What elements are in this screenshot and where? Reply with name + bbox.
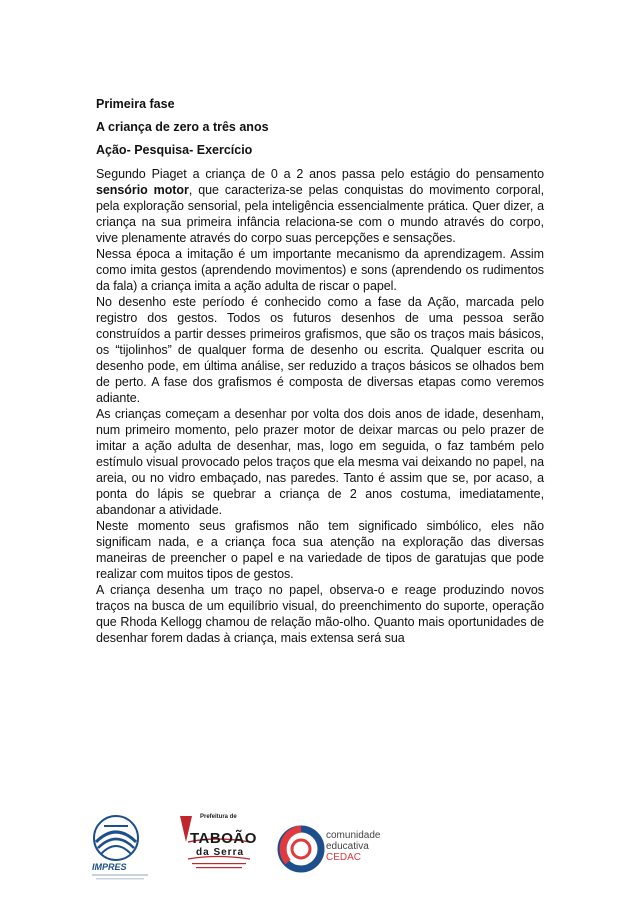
cedac-line-2: educativa	[326, 841, 369, 852]
paragraph-no-symbolic-meaning: Neste momento seus grafismos não tem significado simbólico, eles não significam nada, e a criança foca sua atenção na exploração das diversas maneiras de preencher o papel e na variedade de tipos de garatujas que pode realizar com muitos tipos de gestos.	[96, 519, 544, 581]
cedac-logo-icon	[276, 816, 426, 882]
paragraph-start-drawing: As crianças começam a desenhar por volta dos dois anos de idade, desenham, num primeiro momento, pelo prazer motor de deixar marcas ou pelo prazer de imitar a ação adulta de desenhar, mas, logo em seguida, o faz também pelo estímulo visual provocado pelos traços que ela mesma vai deixando no papel, na areia, ou no vidro embaçado, nas paredes. Tanto é assim que se, por acaso, a ponta do lápis se quebrar a criança de 2 anos costuma, imediatamente, abandonar a atividade.	[96, 407, 544, 517]
taboao-suffix: da Serra	[196, 847, 245, 858]
impres-logo-text: IMPRES	[92, 862, 127, 872]
impres-logo-icon	[86, 812, 156, 884]
paragraph-hand-eye: A criança desenha um traço no papel, observa-o e reage produzindo novos traços na busca de um equilíbrio visual, do preenchimento do suporte, operação que Rhoda Kellogg chamou de relação mão-olho. Quanto mais oportunidades de desenhar forem dadas à criança, mais extensa será sua	[96, 583, 544, 645]
sensorio-motor-term: sensório motor	[96, 183, 189, 197]
document-content	[96, 97, 544, 646]
cedac-logo-text	[326, 830, 380, 863]
taboao-prefix: Prefeitura de	[200, 814, 237, 820]
cedac-line-3: CEDAC	[326, 852, 362, 863]
paragraph-piaget-text-1: Segundo Piaget a criança de 0 a 2 anos passa pelo estágio do pensamento	[96, 167, 544, 181]
cedac-line-1: comunidade	[326, 830, 381, 841]
heading-phase: Primeira fase	[96, 97, 175, 111]
taboao-fine-print	[192, 862, 252, 872]
footer-logos	[86, 812, 556, 887]
taboao-logo-icon	[176, 812, 260, 884]
taboao-name: TABOÃO	[190, 830, 257, 847]
heading-age: A criança de zero a três anos	[96, 120, 269, 134]
paragraph-piaget	[96, 166, 544, 246]
paragraph-piaget-text-2: , que caracteriza-se pelas conquistas do movimento corporal, pela exploração sensorial, pela inteligência essencialmente prática. Quer dizer, a criança na sua primeira infância relaciona-se com o mundo através do corpo, vive plenamente através do corpo suas percepções e sensações.	[96, 183, 544, 245]
paragraph-action-phase: No desenho este período é conhecido como a fase da Ação, marcada pelo registro dos gestos. Todos os futuros desenhos de uma pessoa serão construídos a partir desses primeiros grafismos, que são os traços mais básicos, os “tijolinhos” de qualquer forma de desenho ou escrita. Qualquer escrita ou desenho pode, em última análise, ser reduzido a traços básicos se olhados bem de perto. A fase dos grafismos é composta de diversas etapas como veremos adiante.	[96, 295, 544, 405]
heading-keywords: Ação- Pesquisa- Exercício	[96, 143, 253, 157]
paragraph-imitation: Nessa época a imitação é um importante mecanismo da aprendizagem. Assim como imita gestos (aprendendo movimentos) e sons (aprendendo os rudimentos da fala) a criança imita a ação adulta de riscar o papel.	[96, 247, 544, 293]
